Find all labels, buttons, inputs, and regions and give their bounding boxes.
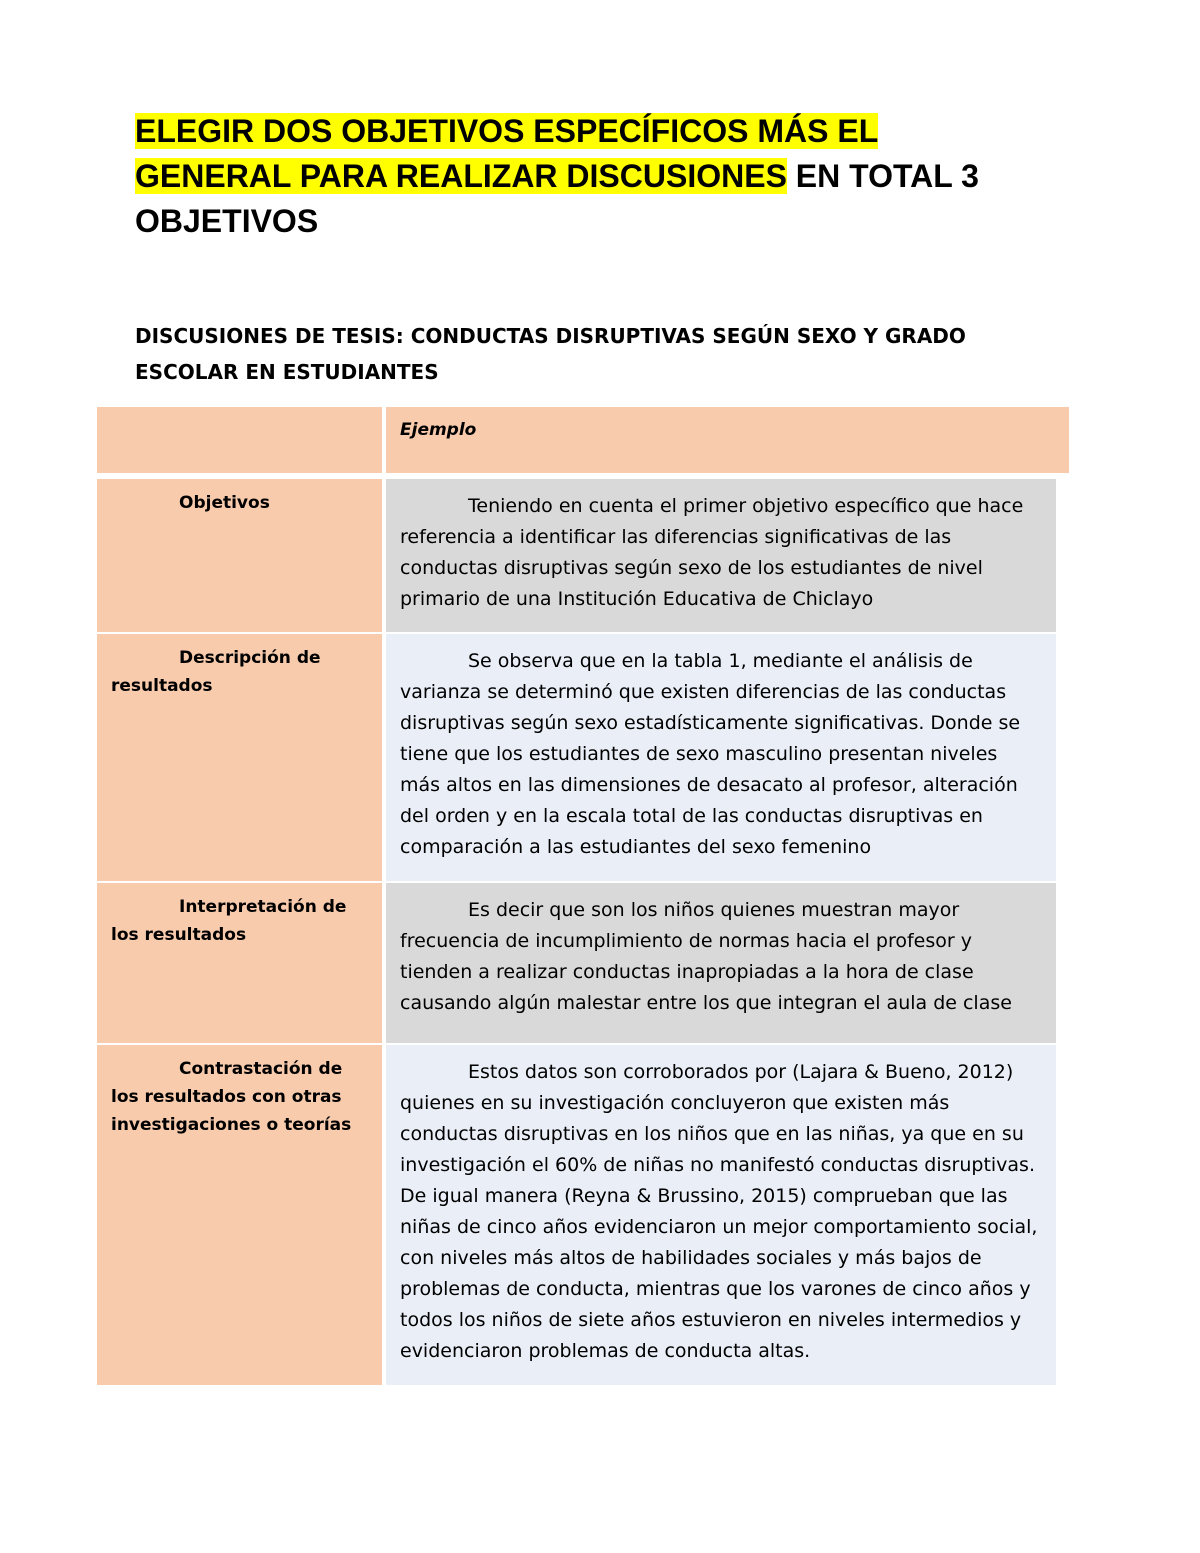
row-content: Es decir que son los niños quienes muestran mayor frecuencia de incumplimiento de normas hacia el profesor y tienden a realizar conductas inapropiadas a la hora de clase causando algún malestar entre los que integran el aula de clase — [386, 883, 1056, 1043]
table-header-row — [97, 407, 1069, 473]
row-label: Contrastación de los resultados con otras investigaciones o teorías — [97, 1045, 382, 1385]
table-row-objetivos — [97, 479, 1069, 632]
row-content: Estos datos son corroborados por (Lajara & Bueno, 2012) quienes en su investigación concluyeron que existen más conductas disruptivas en los niños que en las niñas, ya que en su investigación el 60% de niñas no manifestó conductas disruptivas. De igual manera (Reyna & Brussino, 2015) comprueban que las niñas de cinco años evidenciaron un mejor comportamiento social, con niveles más altos de habilidades sociales y más bajos de problemas de conducta, mientras que los varones de cinco años y todos los niños de siete años estuvieron en niveles intermedios y evidenciaron problemas de conducta altas. — [386, 1045, 1056, 1385]
row-label: Interpretación de los resultados — [97, 883, 382, 1043]
table-row-contrastacion — [97, 1045, 1069, 1385]
row-content: Teniendo en cuenta el primer objetivo específico que hace referencia a identificar las diferencias significativas de las conductas disruptivas según sexo de los estudiantes de nivel primario de una Institución Educativa de Chiclayo — [386, 479, 1056, 632]
document-subtitle: DISCUSIONES DE TESIS: CONDUCTAS DISRUPTIVAS SEGÚN SEXO Y GRADO ESCOLAR EN ESTUDIANTES — [135, 324, 966, 384]
document-title — [135, 109, 1035, 244]
row-label: Objetivos — [97, 479, 382, 632]
header-label-cell — [97, 407, 382, 473]
row-content: Se observa que en la tabla 1, mediante el análisis de varianza se determinó que existen diferencias de las conductas disruptivas según sexo estadísticamente significativas. Donde se tiene que los estudiantes de sexo masculino presentan niveles más altos en las dimensiones de desacato al profesor, alteración del orden y en la escala total de las conductas disruptivas en comparación a las estudiantes del sexo femenino — [386, 634, 1056, 881]
row-label: Descripción de resultados — [97, 634, 382, 881]
table-row-interpretacion — [97, 883, 1069, 1043]
table-row-descripcion — [97, 634, 1069, 881]
title-highlighted: ELEGIR DOS OBJETIVOS ESPECÍFICOS MÁS EL GENERAL PARA REALIZAR DISCUSIONES — [135, 113, 879, 194]
header-example-cell: Ejemplo — [386, 407, 1069, 473]
discussion-table — [97, 407, 1069, 1385]
title-rest: EN TOTAL 3 OBJETIVOS — [135, 158, 979, 239]
